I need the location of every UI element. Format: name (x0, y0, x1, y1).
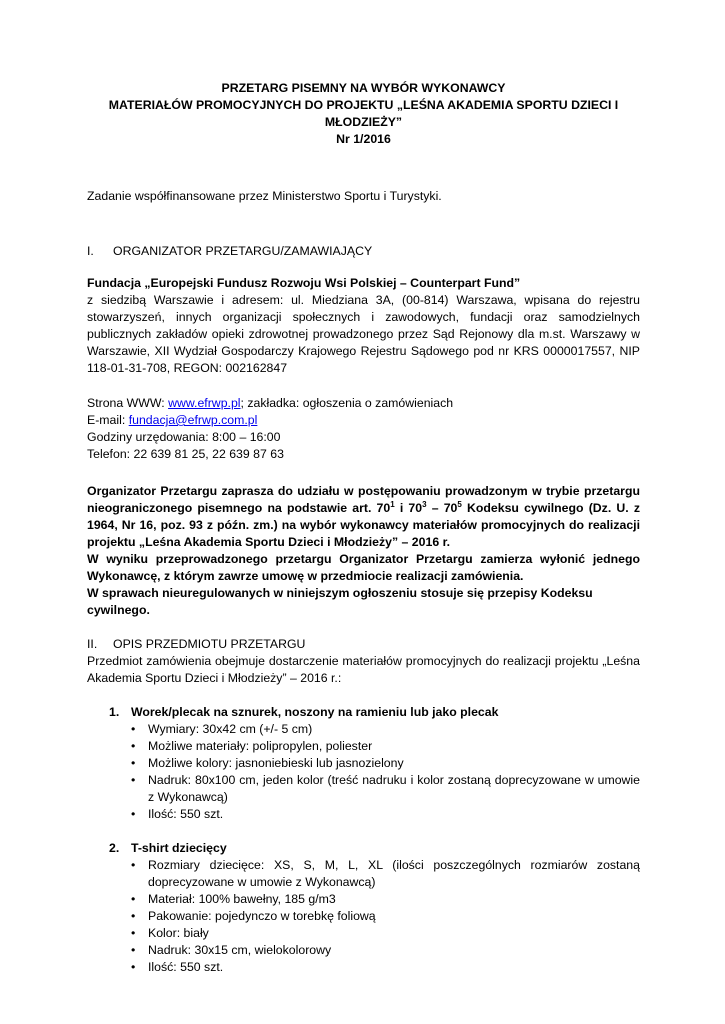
section-1-heading (87, 243, 640, 260)
invitation-text-a: Organizator Przetargu zaprasza do udziału w postępowaniu prowadzonym w trybie przetargu nieograniczonego pisemnego na podstawie art. 70 (87, 484, 640, 515)
bullet-icon: • (131, 739, 136, 753)
invitation-sup-1: 1 (390, 499, 395, 509)
list-item (87, 755, 640, 772)
list-item-text: Pakowanie: pojedynczo w torebkę foliową (148, 909, 376, 923)
bullet-icon: • (131, 926, 136, 940)
section-1-number: I. (87, 244, 94, 258)
list-item (87, 891, 640, 908)
bullet-icon: • (131, 892, 136, 906)
list-item (87, 942, 640, 959)
section-2-heading (87, 636, 640, 653)
item-2-number: 2. (109, 841, 120, 855)
section-1-title: ORGANIZATOR PRZETARGU/ZAMAWIAJĄCY (113, 244, 373, 258)
section-2-number: II. (87, 637, 98, 651)
list-item-text: Możliwe materiały: polipropylen, poliester (148, 739, 373, 753)
list-item (87, 925, 640, 942)
bullet-icon: • (131, 960, 136, 974)
item-2-bullets (87, 857, 640, 976)
bullet-icon: • (131, 773, 136, 787)
list-item (87, 806, 640, 823)
list-item (87, 959, 640, 976)
civil-code-note: W sprawach nieuregulowanych w niniejszym ogłoszeniu stosuje się przepisy Kodeksu cywilnego. (87, 586, 593, 617)
list-item-text: Materiał: 100% bawełny, 185 g/m3 (148, 892, 336, 906)
item-1-title-row (109, 704, 640, 721)
invitation-text-b: i 70 (394, 501, 423, 515)
item-1-bullets (87, 721, 640, 823)
document-title (87, 80, 640, 148)
document-content (87, 80, 640, 976)
list-item (87, 721, 640, 738)
order-intro: Przedmiot zamówienia obejmuje dostarczenie materiałów promocyjnych do realizacji projektu „Leśna Akademia Sportu Dzieci i Młodzieży” – 2016 r.: (87, 654, 640, 685)
item-2-title: T-shirt dziecięcy (131, 841, 227, 855)
organization-name: Fundacja „Europejski Fundusz Rozwoju Wsi Polskiej – Counterpart Fund” (87, 276, 521, 290)
list-item-text: Ilość: 550 szt. (148, 960, 224, 974)
list-item (87, 908, 640, 925)
item-1-number: 1. (109, 705, 120, 719)
title-line-3: Nr 1/2016 (336, 132, 391, 146)
invitation-sup-2: 3 (422, 499, 427, 509)
title-line-2: MATERIAŁÓW PROMOCYJNYCH DO PROJEKTU „LEŚNA AKADEMIA SPORTU DZIECI I MŁODZIEŻY” (108, 98, 619, 129)
selection-intent: W wyniku przeprowadzonego przetargu Organizator Przetargu zamierza wyłonić jednego Wykonawcę, z którym zawrze umowę w przedmiocie realizacji zamówienia. (87, 552, 640, 583)
email-link[interactable]: fundacja@efrwp.com.pl (128, 413, 258, 427)
invitation-text-c: – 70 (426, 501, 458, 515)
list-item (87, 772, 640, 806)
item-1 (87, 704, 640, 823)
website-link[interactable]: www.efrwp.pl (168, 396, 241, 410)
email-label: E-mail: (87, 413, 129, 427)
website-line (87, 395, 640, 412)
list-item-text: Rozmiary dziecięce: XS, S, M, L, XL (ilości poszczególnych rozmiarów zostaną doprecyzowane w umowie z Wykonawcą) (148, 858, 640, 889)
website-label: Strona WWW: (87, 396, 169, 410)
list-item-text: Nadruk: 80x100 cm, jeden kolor (treść nadruku i kolor zostaną doprecyzowane w umowie z Wykonawcą) (148, 773, 640, 804)
website-suffix: ; zakładka: ogłoszenia o zamówieniach (240, 396, 454, 410)
list-item (87, 857, 640, 891)
organization-details: z siedzibą Warszawie i adresem: ul. Miedziana 3A, (00-814) Warszawa, wpisana do rejestru stowarzyszeń, innych organizacji społecznych i zawodowych, fundacji oraz samodzielnych publicznych zakładów opieki zdrowotnej prowadzonego przez Sąd Rejonowy dla m.st. Warszawy w Warszawie, XII Wydział Gospodarczy Krajowego Rejestru Sądowego pod nr KRS 0000017557, NIP 118-01-31-708, REGON: 002162847 (87, 293, 640, 375)
item-2 (87, 840, 640, 976)
list-item-text: Ilość: 550 szt. (148, 807, 224, 821)
title-line-1: PRZETARG PISEMNY NA WYBÓR WYKONAWCY (221, 81, 506, 95)
list-item-text: Kolor: biały (148, 926, 209, 940)
bullet-icon: • (131, 807, 136, 821)
item-2-title-row (109, 840, 640, 857)
list-item-text: Nadruk: 30x15 cm, wielokolorowy (148, 943, 332, 957)
office-hours: Godziny urzędowania: 8:00 – 16:00 (87, 430, 281, 444)
item-1-title: Worek/plecak na sznurek, noszony na ramieniu lub jako plecak (131, 705, 499, 719)
email-line (87, 412, 640, 429)
bullet-icon: • (131, 722, 136, 736)
invitation-sup-3: 5 (457, 499, 462, 509)
funding-note: Zadanie współfinansowane przez Ministerstwo Sportu i Turystyki. (87, 189, 442, 203)
list-item-text: Wymiary: 30x42 cm (+/- 5 cm) (148, 722, 313, 736)
list-item-text: Możliwe kolory: jasnoniebieski lub jasnozielony (148, 756, 404, 770)
list-item (87, 738, 640, 755)
bullet-icon: • (131, 943, 136, 957)
invitation-text-d: Kodeksu cywilnego (Dz. U. z 1964, Nr 16, poz. 93 z późn. zm.) na wybór wykonawcy materiałów promocyjnych do realizacji projektu „Leśna Akademia Sportu Dzieci i Młodzieży” – 2016 r. (87, 501, 640, 549)
section-2-title: OPIS PRZEDMIOTU PRZETARGU (113, 637, 306, 651)
phone-numbers: Telefon: 22 639 81 25, 22 639 87 63 (87, 447, 284, 461)
bullet-icon: • (131, 909, 136, 923)
bullet-icon: • (131, 756, 136, 770)
bullet-icon: • (131, 858, 136, 872)
invitation-paragraph (87, 483, 640, 551)
